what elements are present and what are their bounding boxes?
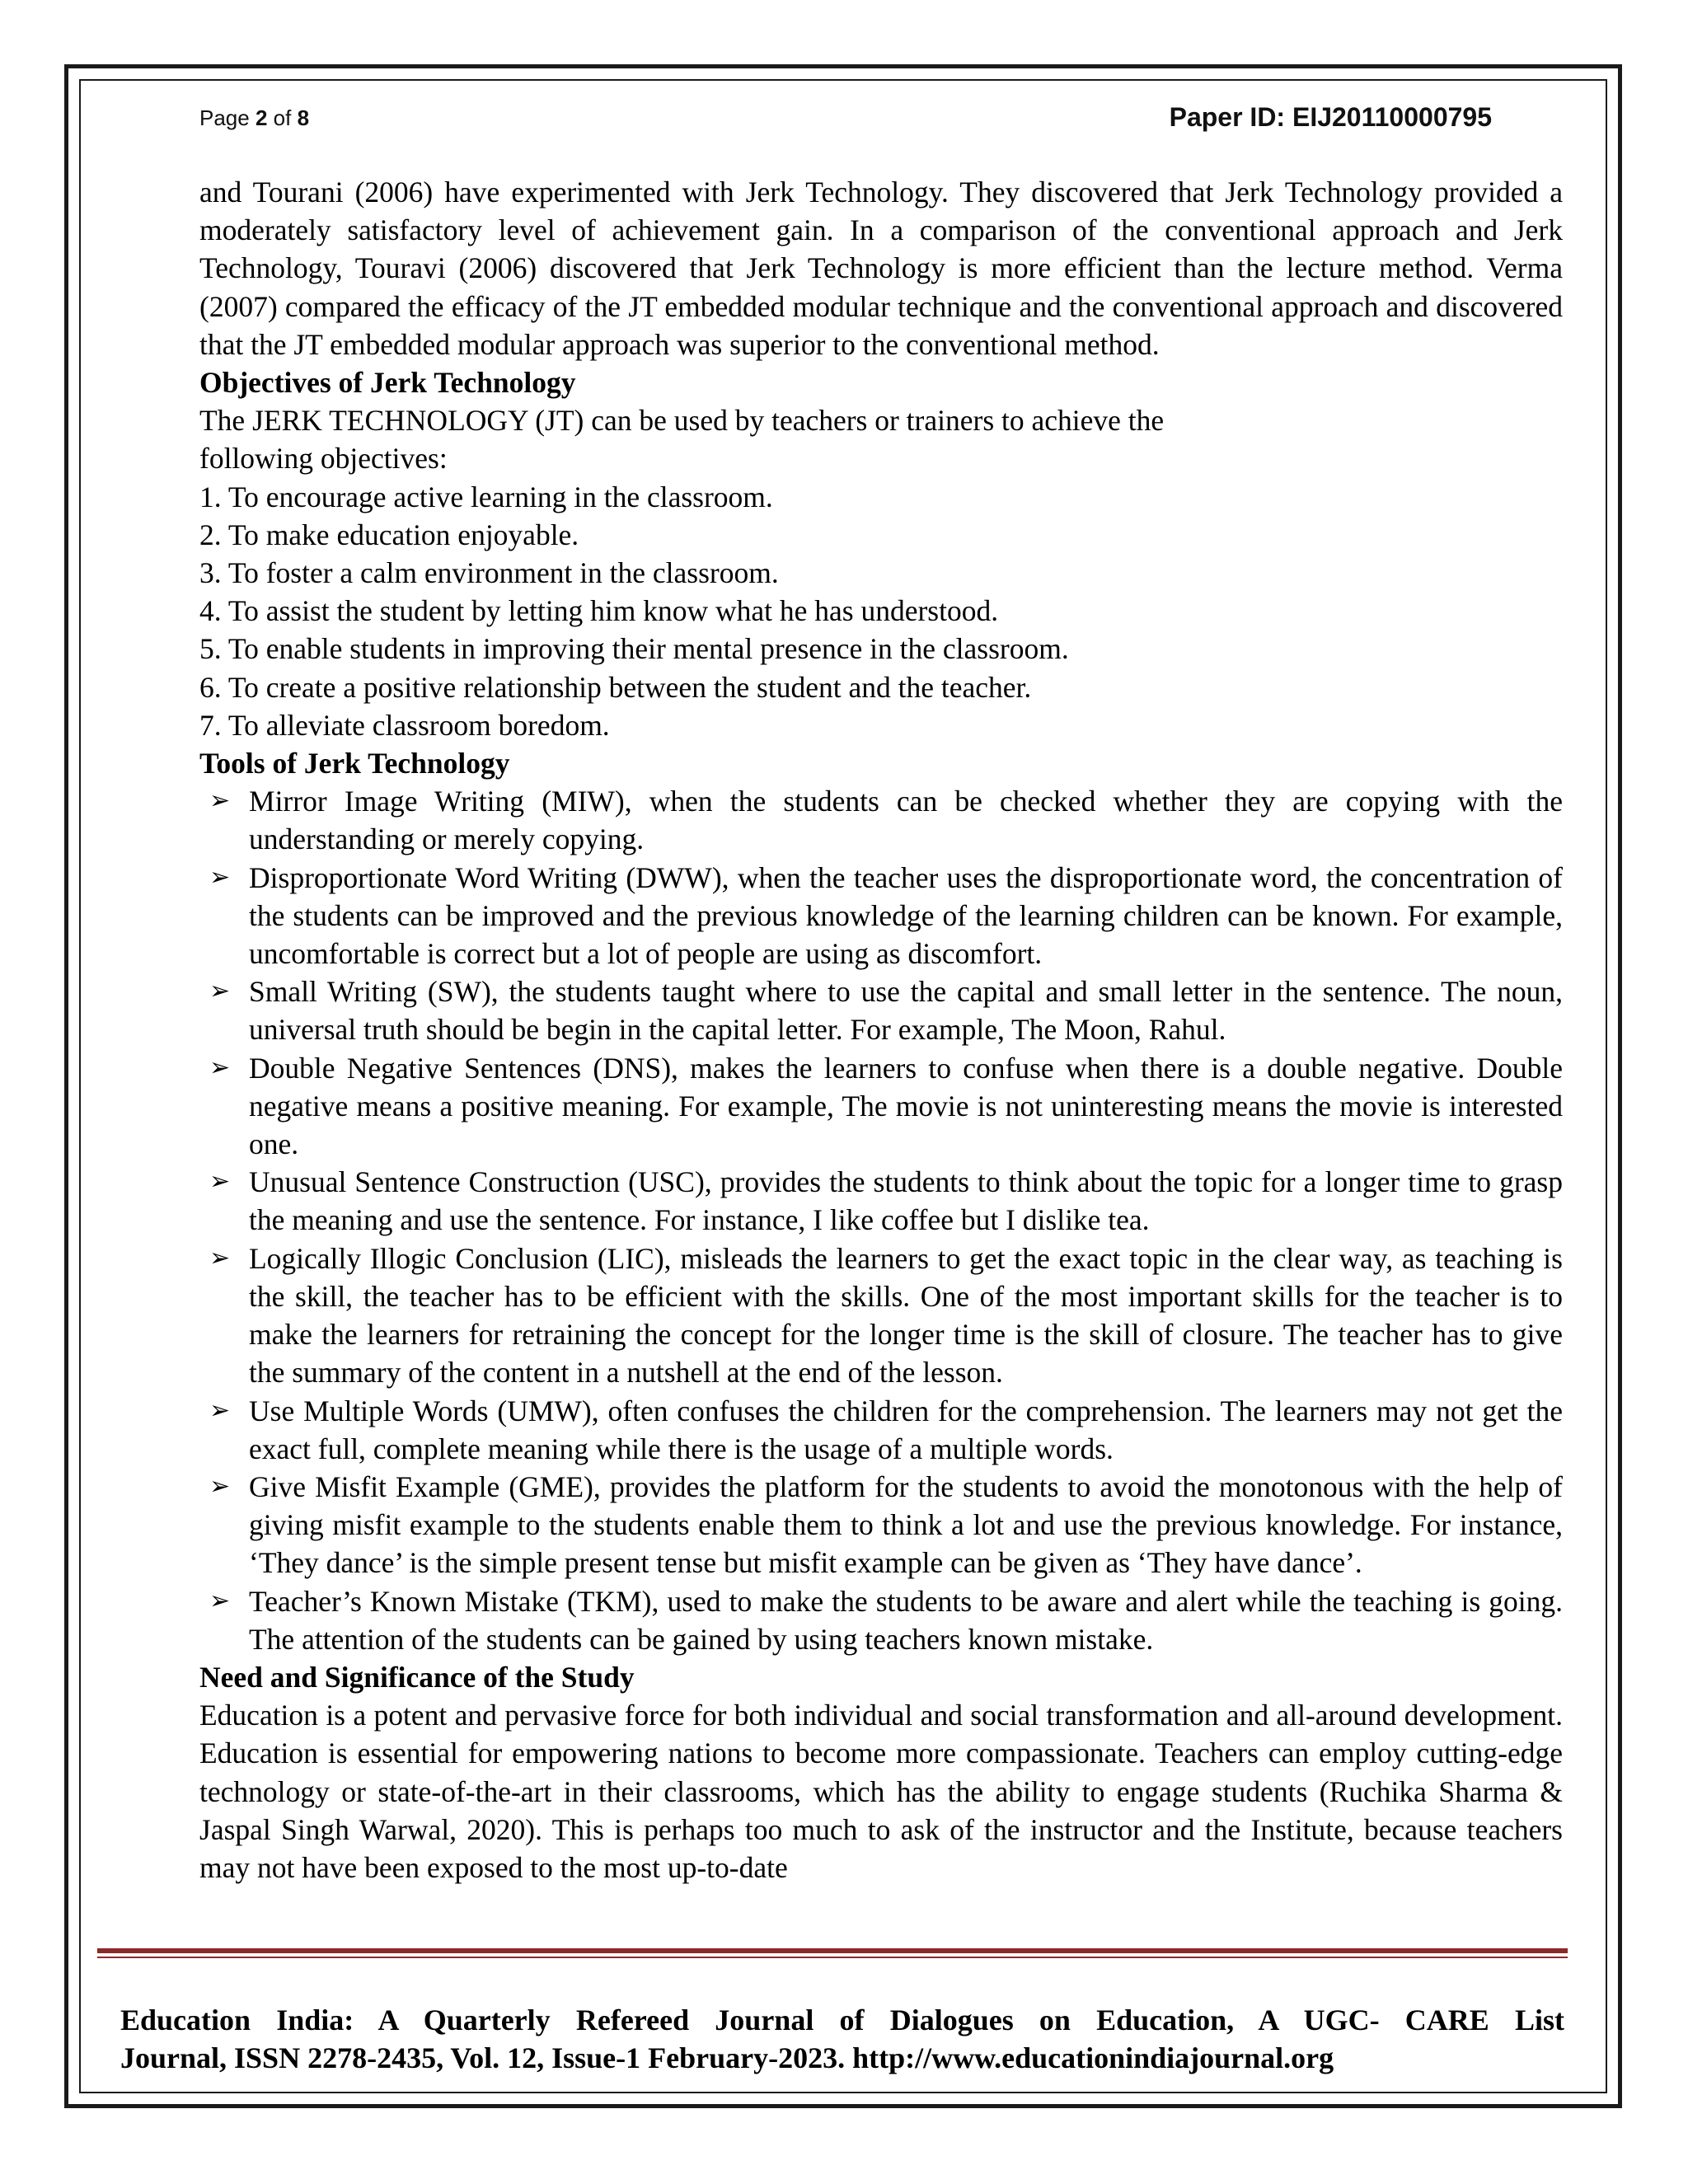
tool-text: Disproportionate Word Writing (DWW), when the teacher uses the disproportionate word, the concentration of the students can be improved and the previous knowledge of the learning children can be known. For example, uncomfortable is correct but a lot of people are using as discomfort. [249,860,1563,971]
footer-line-1: Education India: A Quarterly Refereed Journal of Dialogues on Education, A UGC- CARE List [120,2004,1564,2036]
objectives-intro-line2: following objectives: [199,442,448,476]
arrow-bullet-icon: ➢ [209,977,231,1006]
page-of: of [273,105,292,130]
arrow-bullet-icon: ➢ [209,1395,231,1425]
tool-text: Teacher’s Known Mistake (TKM), used to make the students to be aware and alert while the teaching is going. The attention of the students can be gained by using teachers known mistake. [249,1584,1563,1656]
paper-id: Paper ID: EIJ20110000795 [1169,102,1492,132]
tool-text: Use Multiple Words (UMW), often confuses the children for the comprehension. The learners may not get the exact full, complete meaning while there is the usage of a multiple words. [249,1394,1563,1465]
tool-item [199,1582,1563,1658]
tool-item [199,972,1563,1048]
arrow-bullet-icon: ➢ [209,786,231,816]
tool-item [199,782,1563,858]
arrow-bullet-icon: ➢ [209,862,231,892]
footer-divider-thick [97,1948,1568,1953]
tool-item [199,1163,1563,1239]
tool-text: Unusual Sentence Construction (USC), provides the students to think about the topic for a longer time to grasp the meaning and use the sentence. For instance, I like coffee but I dislike tea. [249,1165,1563,1237]
objectives-list [199,478,1563,744]
objective-item: 7. To alleviate classroom boredom. [199,708,610,742]
objectives-heading: Objectives of Jerk Technology [199,366,576,400]
journal-footer [120,2001,1564,2077]
tool-text: Give Misfit Example (GME), provides the platform for the students to avoid the monotonous with the help of giving misfit example to the students enable them to think a lot and use the previous knowledge. For instance, ‘They dance’ is the simple present tense but misfit example can be given as ‘They have dance’. [249,1469,1563,1580]
intro-paragraph: and Tourani (2006) have experimented with Jerk Technology. They discovered that Jerk Technology provided a moderately satisfactory level of achievement gain. In a comparison of the conventional approach and Jerk Technology, Touravi (2006) discovered that Jerk Technology is more efficient than the lecture method. Verma (2007) compared the efficacy of the JT embedded modular technique and the conventional approach and discovered that the JT embedded modular approach was superior to the conventional method. [199,176,1563,361]
objective-item: 5. To enable students in improving their mental presence in the classroom. [199,632,1069,666]
need-paragraph: Education is a potent and pervasive force for both individual and social transformation and all-around development. Education is essential for empowering nations to become more compassionate. Teachers can employ cutting-edge technology or state-of-the-art in their classrooms, which has the ability to engage students (Ruchika Sharma & Jaspal Singh Warwal, 2020). This is perhaps too much to ask of the instructor and the Institute, because teachers may not have been exposed to the most up-to-date [199,1699,1563,1884]
page-total: 8 [297,105,310,130]
objective-item: 6. To create a positive relationship between the student and the teacher. [199,670,1032,704]
footer-divider-thin [97,1957,1568,1958]
arrow-bullet-icon: ➢ [209,1471,231,1501]
tool-text: Small Writing (SW), the students taught where to use the capital and small letter in the sentence. The noun, universal truth should be begin in the capital letter. For example, The Moon, Rahul. [249,975,1563,1047]
tools-heading: Tools of Jerk Technology [199,747,510,780]
tool-item [199,1240,1563,1392]
footer-line-2: Journal, ISSN 2278-2435, Vol. 12, Issue-1 February-2023. http://www.educationindiajournal.org [120,2041,1334,2074]
tools-list [199,782,1563,1658]
arrow-bullet-icon: ➢ [209,1167,231,1197]
arrow-bullet-icon: ➢ [209,1586,231,1615]
tool-item [199,859,1563,973]
objective-item: 2. To make education enjoyable. [199,518,579,551]
arrow-bullet-icon: ➢ [209,1052,231,1082]
objectives-intro-line1: The JERK TECHNOLOGY (JT) can be used by teachers or trainers to achieve the [199,404,1165,438]
tool-text: Double Negative Sentences (DNS), makes the learners to confuse when there is a double negative. Double negative means a positive meaning. For example, The movie is not uninteresting means the movie is interested one. [249,1051,1563,1161]
objective-item: 3. To foster a calm environment in the classroom. [199,556,779,590]
page-prefix: Page [199,105,250,130]
tool-text: Logically Illogic Conclusion (LIC), misleads the learners to get the exact topic in the clear way, as teaching is the skill, the teacher has to be efficient with the skills. One of the most important skills for the teacher is to make the learners for retraining the concept for the longer time is the skill of closure. The teacher has to give the summary of the content in a nutshell at the end of the lesson. [249,1241,1563,1390]
tool-item [199,1049,1563,1164]
need-heading: Need and Significance of the Study [199,1660,635,1694]
arrow-bullet-icon: ➢ [209,1243,231,1272]
tool-item [199,1392,1563,1468]
page-current: 2 [255,105,268,130]
page-number [199,105,309,131]
tool-text: Mirror Image Writing (MIW), when the students can be checked whether they are copying with the understanding or merely copying. [249,785,1563,856]
article-body [199,173,1563,1886]
objective-item: 4. To assist the student by letting him know what he has understood. [199,594,999,628]
objective-item: 1. To encourage active learning in the classroom. [199,480,773,513]
tool-item [199,1468,1563,1582]
